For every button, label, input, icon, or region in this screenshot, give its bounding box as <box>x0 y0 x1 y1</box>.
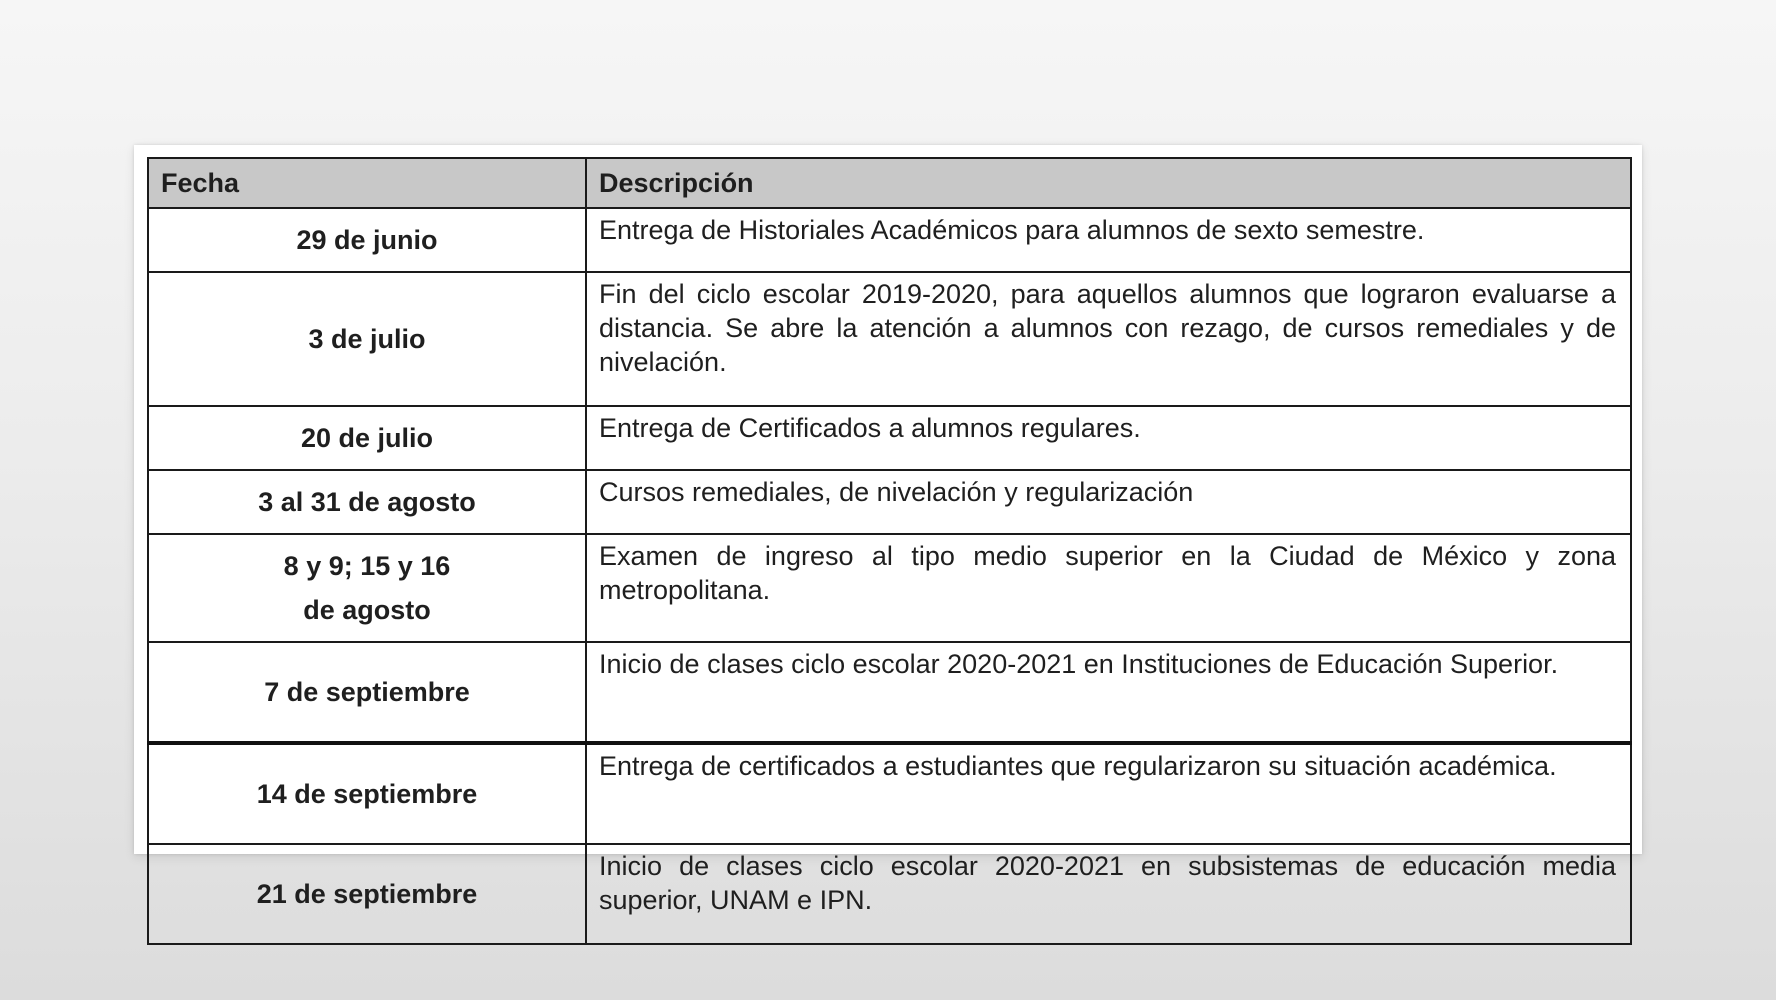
table-row <box>148 534 1631 642</box>
row-date: 7 de septiembre <box>148 642 586 743</box>
table-header-row <box>148 158 1631 208</box>
row-description: Entrega de certificados a estudiantes que regularizaron su situación académica. <box>586 743 1631 844</box>
schedule-table <box>147 157 1632 945</box>
table-row <box>148 208 1631 272</box>
row-date: 20 de julio <box>148 406 586 470</box>
row-date: 14 de septiembre <box>148 743 586 844</box>
row-date: 21 de septiembre <box>148 844 586 944</box>
table-row <box>148 844 1631 944</box>
row-description: Entrega de Historiales Académicos para alumnos de sexto semestre. <box>586 208 1631 272</box>
row-description: Entrega de Certificados a alumnos regulares. <box>586 406 1631 470</box>
row-date: 3 de julio <box>148 272 586 406</box>
row-date-line: de agosto <box>303 595 431 625</box>
row-description: Fin del ciclo escolar 2019-2020, para aquellos alumnos que lograron evaluarse a distancia. Se abre la atención a alumnos con rezago, de cursos remediales y de nivelación. <box>586 272 1631 406</box>
row-date <box>148 534 586 642</box>
row-description: Inicio de clases ciclo escolar 2020-2021 en Instituciones de Educación Superior. <box>586 642 1631 743</box>
document-card <box>134 145 1642 915</box>
row-date: 29 de junio <box>148 208 586 272</box>
row-description: Cursos remediales, de nivelación y regularización <box>586 470 1631 534</box>
table-row <box>148 272 1631 406</box>
row-date-line: 8 y 9; 15 y 16 <box>283 551 451 581</box>
table-row <box>148 642 1631 743</box>
header-description: Descripción <box>586 158 1631 208</box>
row-date: 3 al 31 de agosto <box>148 470 586 534</box>
table-row <box>148 406 1631 470</box>
row-description: Inicio de clases ciclo escolar 2020-2021 en subsistemas de educación media superior, UNAM e IPN. <box>586 844 1631 944</box>
table-row <box>148 743 1631 844</box>
header-date: Fecha <box>148 158 586 208</box>
table-row <box>148 470 1631 534</box>
row-description: Examen de ingreso al tipo medio superior en la Ciudad de México y zona metropolitana. <box>586 534 1631 642</box>
